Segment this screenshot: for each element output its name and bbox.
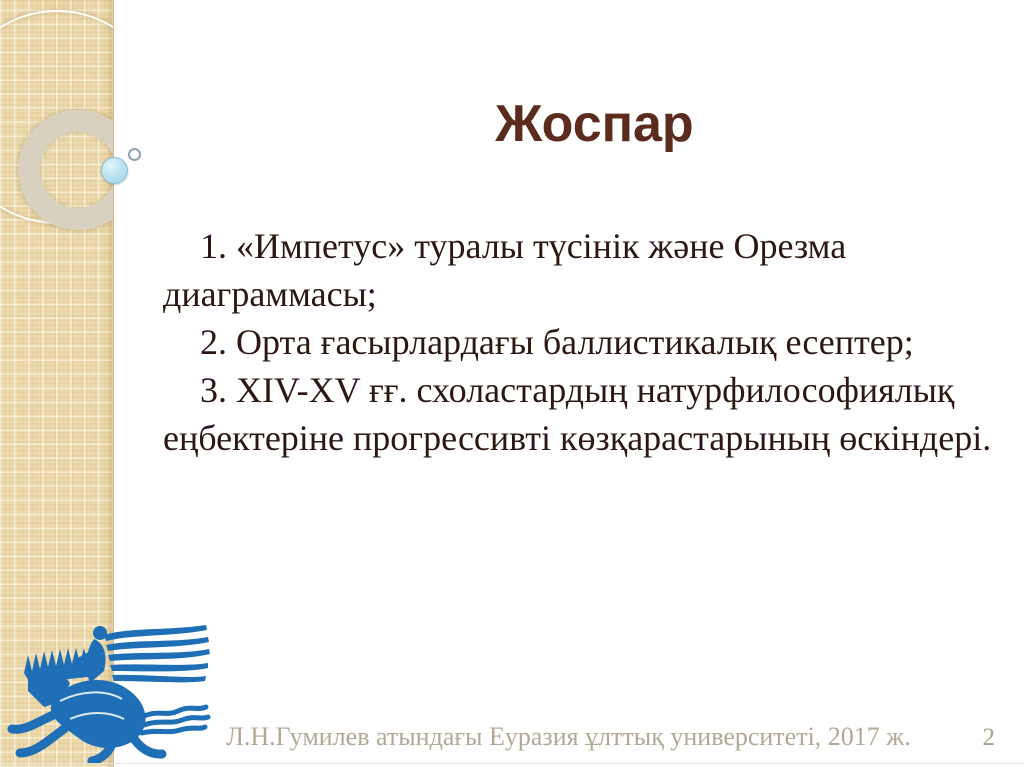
page-number: 2 bbox=[982, 724, 995, 751]
slide-body bbox=[163, 222, 1003, 462]
plan-item-3: 3. XIV-XV ғғ. схоластардың натурфилософиялық еңбектеріне прогрессивті көзқарастарының өскіндері. bbox=[163, 370, 992, 458]
plan-item-2: 2. Орта ғасырлардағы баллистикалық есептер; bbox=[200, 322, 914, 362]
footer-text: Л.Н.Гумилев атындағы Еуразия ұлттық университеті, 2017 ж. bbox=[226, 722, 911, 751]
blue-dot-ornament bbox=[101, 157, 128, 184]
bottom-divider bbox=[0, 763, 1024, 764]
slide-title: Жоспар bbox=[495, 95, 694, 153]
plan-item-1: 1. «Импетус» туралы түсінік және Орезма диаграммасы; bbox=[163, 226, 847, 314]
